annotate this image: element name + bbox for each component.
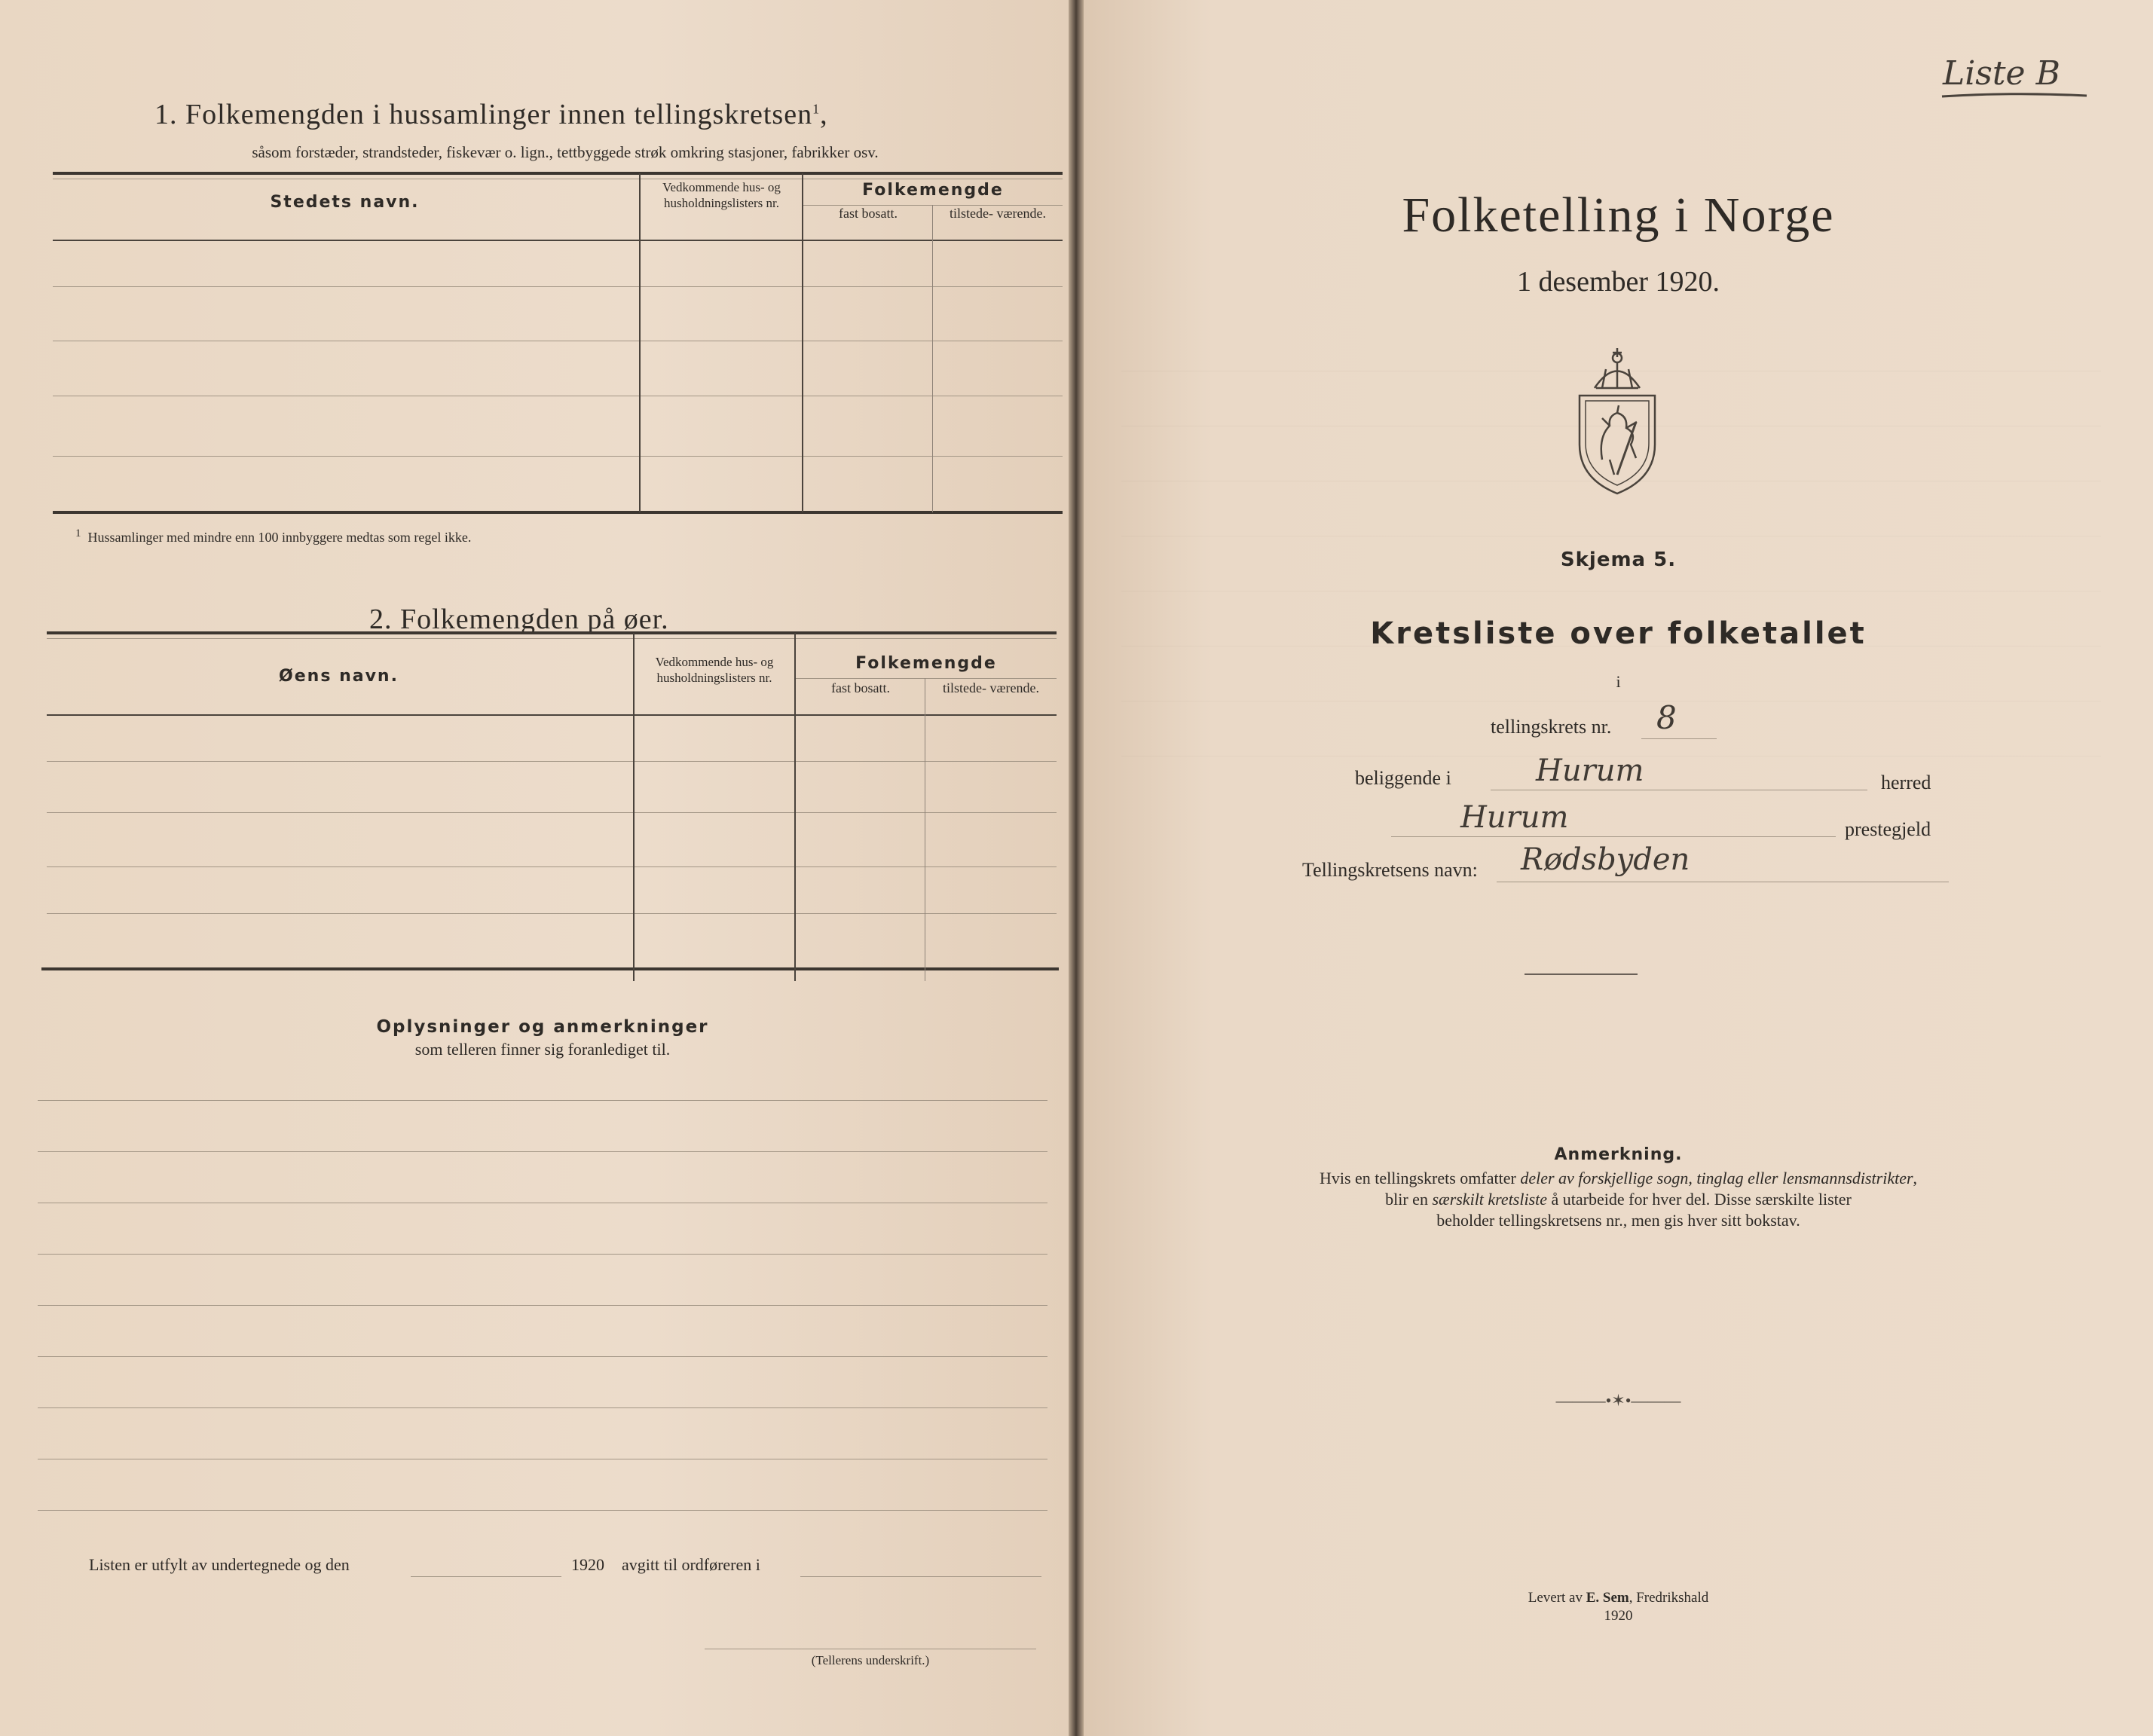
signature-text-a: Listen er utfylt av undertegnede og den	[89, 1555, 350, 1574]
beliggende-value: Hurum	[1536, 753, 1644, 788]
krets-label: tellingskrets nr.	[1491, 716, 1612, 738]
table1-col-divider	[639, 173, 641, 512]
right-page	[1084, 0, 2153, 1736]
printer-line: Levert av E. Sem, Fredrikshald	[1528, 1590, 1709, 1606]
prestegjeld-label: prestegjeld	[1845, 818, 1931, 840]
table2-pop-rule	[796, 678, 1057, 679]
table2-header-rule	[47, 714, 1057, 716]
prestegjeld-line	[1391, 836, 1836, 837]
census-date: 1 desember 1920.	[1516, 266, 1720, 298]
note-body: Hvis en tellingskrets omfatter deler av forskjellige sogn, tinglag eller lensmannsdistrikter, blir en særskilt kretsliste å utarbeide for hver del. Disse særskilte lister beholder tellingskretsens nr., men gis hver sitt bokstav.	[1319, 1169, 1918, 1230]
beliggende-label: beliggende i	[1355, 767, 1451, 789]
signature-date-line	[411, 1576, 561, 1577]
herred-label: herred	[1881, 772, 1931, 793]
table2-row-line	[47, 812, 1057, 813]
remarks-line	[38, 1151, 1047, 1152]
table1-top-rule	[53, 172, 1063, 175]
navn-value: Rødsbyden	[1521, 842, 1690, 877]
divider-short	[1525, 973, 1638, 975]
table1-col-pop: Folkemengde	[862, 181, 1004, 200]
table1-col-tilstede: tilstede- værende.	[950, 206, 1046, 221]
table1-col-divider	[932, 205, 933, 512]
remarks-subtitle: som telleren finner sig foranlediget til.	[414, 1040, 671, 1059]
book-gutter	[1069, 0, 1084, 1736]
note-title: Anmerkning.	[1554, 1145, 1683, 1164]
navn-label: Tellingskretsens navn:	[1302, 859, 1478, 881]
table2-col-divider	[633, 633, 635, 981]
signature-year: 1920	[571, 1555, 604, 1574]
remarks-line	[38, 1305, 1047, 1306]
schema-label: Skjema 5.	[1560, 549, 1677, 571]
remarks-line	[38, 1356, 1047, 1357]
table1-bottom-rule	[53, 511, 1063, 514]
table2-row-line	[47, 866, 1057, 867]
table1-row-line	[53, 456, 1063, 457]
left-page	[0, 0, 1069, 1736]
coat-of-arms-emblem	[1564, 347, 1670, 497]
table2-bottom-rule	[41, 967, 1059, 970]
section1-subtitle: såsom forstæder, strandsteder, fiskevær o. lign., tettbyggede strøk omkring stasjoner, fabrikker osv.	[252, 143, 879, 161]
table2-col-tilstede: tilstede- værende.	[943, 680, 1039, 695]
list-i: i	[1616, 672, 1621, 691]
table2-col-fast: fast bosatt.	[831, 680, 890, 695]
table2-top-rule	[47, 631, 1057, 634]
main-title: Folketelling i Norge	[1402, 188, 1835, 243]
signature-place-line	[800, 1576, 1041, 1577]
table1-header-rule	[53, 240, 1063, 241]
table1-col-name: Stedets navn.	[270, 193, 420, 212]
corner-note-underline	[1939, 90, 2090, 101]
corner-note: Liste B	[1943, 54, 2060, 93]
signature-text-c: avgitt til ordføreren i	[622, 1555, 760, 1574]
remarks-line	[38, 1100, 1047, 1101]
table1-row-line	[53, 286, 1063, 287]
table2-col-divider	[794, 633, 796, 981]
krets-value: 8	[1656, 699, 1677, 736]
krets-line	[1641, 738, 1717, 739]
ornament-divider: ———•✶•———	[1555, 1391, 1681, 1410]
table1-col-divider	[802, 173, 803, 512]
prestegjeld-value: Hurum	[1460, 800, 1569, 835]
remarks-line	[38, 1254, 1047, 1255]
section1-title: 1. Folkemengden i hussamlinger innen tellingskretsen$^1$,	[154, 99, 828, 130]
table1-col-lists: Vedkommende hus- og husholdningslisters nr.	[662, 180, 781, 210]
printer-year: 1920	[1604, 1608, 1633, 1624]
table2-col-name: Øens navn.	[279, 667, 399, 686]
table2-row-line	[47, 913, 1057, 914]
remarks-line	[38, 1510, 1047, 1511]
table2-row-line	[47, 761, 1057, 762]
table2-top-rule-thin	[47, 638, 1057, 639]
section1-footnote: $^1$ Hussamlinger med mindre enn 100 innbyggere medtas som regel ikke.	[75, 527, 472, 545]
signature-caption: (Tellerens underskrift.)	[811, 1653, 930, 1667]
remarks-title: Oplysninger og anmerkninger	[376, 1017, 709, 1037]
remarks-line	[38, 1407, 1047, 1408]
table2-col-lists: Vedkommende hus- og husholdningslisters nr.	[655, 655, 774, 685]
list-title: Kretsliste over folketallet	[1370, 616, 1867, 651]
table1-col-fast: fast bosatt.	[839, 206, 898, 221]
table2-col-pop: Folkemengde	[855, 654, 997, 673]
section2-title: 2. Folkemengden på øer.	[369, 604, 669, 635]
